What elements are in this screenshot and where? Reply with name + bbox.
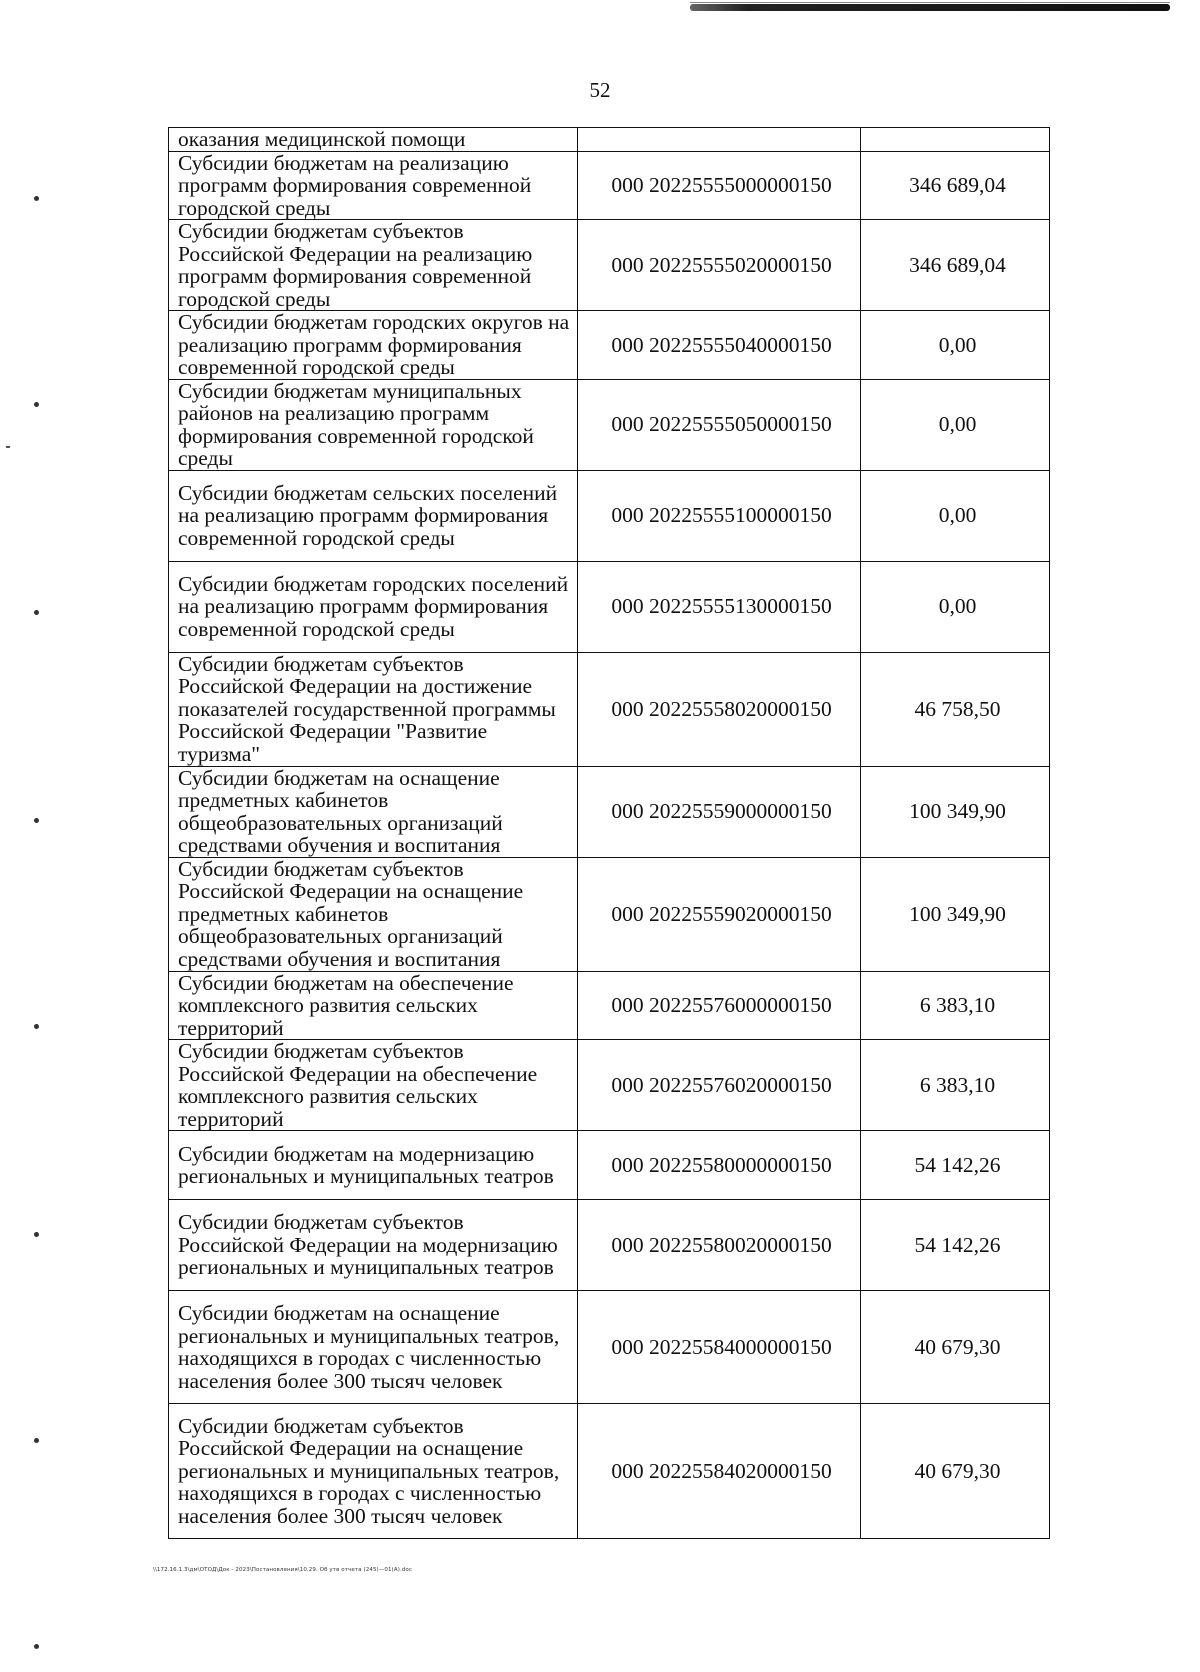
table-row xyxy=(169,1200,1050,1291)
row-name: Субсидии бюджетам городских поселений на реализацию программ формирования современной городской среды xyxy=(169,561,578,652)
row-amount: 0,00 xyxy=(861,311,1050,380)
row-amount xyxy=(861,128,1050,152)
table-row xyxy=(169,561,1050,652)
row-amount: 0,00 xyxy=(861,561,1050,652)
table-row xyxy=(169,128,1050,152)
table-row xyxy=(169,652,1050,766)
row-code: 000 20225559020000150 xyxy=(578,857,861,971)
row-code: 000 20225555050000150 xyxy=(578,379,861,470)
row-amount: 346 689,04 xyxy=(861,151,1050,220)
table-row xyxy=(169,1404,1050,1539)
row-name: Субсидии бюджетам субъектов Российской Федерации на достижение показателей государственной программы Российской Федерации "Развитие туризма" xyxy=(169,652,578,766)
row-code: 000 20225558020000150 xyxy=(578,652,861,766)
page-number: 52 xyxy=(589,78,611,102)
row-name: Субсидии бюджетам на обеспечение комплексного развития сельских территорий xyxy=(169,971,578,1040)
row-amount: 100 349,90 xyxy=(861,857,1050,971)
table-row xyxy=(169,766,1050,857)
row-amount: 40 679,30 xyxy=(861,1291,1050,1404)
scan-dot xyxy=(34,818,39,823)
table-row xyxy=(169,1131,1050,1200)
row-name: Субсидии бюджетам субъектов Российской Федерации на оснащение предметных кабинетов общеобразовательных организаций средствами обучения и воспитания xyxy=(169,857,578,971)
row-name: оказания медицинской помощи xyxy=(169,128,578,152)
row-name: Субсидии бюджетам городских округов на реализацию программ формирования современной городской среды xyxy=(169,311,578,380)
table-row xyxy=(169,220,1050,311)
table-row xyxy=(169,857,1050,971)
row-amount: 6 383,10 xyxy=(861,971,1050,1040)
scan-dot xyxy=(34,1024,39,1029)
scan-dot xyxy=(34,196,39,201)
scan-dot xyxy=(34,1232,39,1237)
row-code: 000 20225555020000150 xyxy=(578,220,861,311)
row-code: 000 20225576000000150 xyxy=(578,971,861,1040)
row-name: Субсидии бюджетам на оснащение предметных кабинетов общеобразовательных организаций средствами обучения и воспитания xyxy=(169,766,578,857)
scan-edge-mark xyxy=(690,4,1170,11)
row-code: 000 20225559000000150 xyxy=(578,766,861,857)
row-amount: 54 142,26 xyxy=(861,1131,1050,1200)
document-file-path: \\172.16.1.3\дм\ОТОД\Док - 2023\Постановления\10.29. Об утв отчета (245)—01(А).doc xyxy=(153,1567,412,1573)
row-amount: 40 679,30 xyxy=(861,1404,1050,1539)
row-name: Субсидии бюджетам субъектов Российской Федерации на реализацию программ формирования современной городской среды xyxy=(169,220,578,311)
table-row xyxy=(169,971,1050,1040)
scan-dot xyxy=(34,610,39,615)
table-row xyxy=(169,311,1050,380)
row-amount: 346 689,04 xyxy=(861,220,1050,311)
row-code xyxy=(578,128,861,152)
row-code: 000 20225555000000150 xyxy=(578,151,861,220)
row-amount: 100 349,90 xyxy=(861,766,1050,857)
table-row xyxy=(169,379,1050,470)
scan-dot xyxy=(34,1438,39,1443)
row-name: Субсидии бюджетам на реализацию программ формирования современной городской среды xyxy=(169,151,578,220)
row-name: Субсидии бюджетам на модернизацию региональных и муниципальных театров xyxy=(169,1131,578,1200)
row-amount: 0,00 xyxy=(861,379,1050,470)
row-name: Субсидии бюджетам субъектов Российской Федерации на оснащение региональных и муниципальных театров, находящихся в городах с численностью населения более 300 тысяч человек xyxy=(169,1404,578,1539)
row-code: 000 20225576020000150 xyxy=(578,1040,861,1131)
row-code: 000 20225555040000150 xyxy=(578,311,861,380)
table-row xyxy=(169,151,1050,220)
row-amount: 46 758,50 xyxy=(861,652,1050,766)
row-name: Субсидии бюджетам сельских поселений на реализацию программ формирования современной городской среды xyxy=(169,470,578,561)
row-amount: 6 383,10 xyxy=(861,1040,1050,1131)
row-code: 000 20225580000000150 xyxy=(578,1131,861,1200)
revenue-table xyxy=(168,127,1050,1539)
row-name: Субсидии бюджетам субъектов Российской Федерации на модернизацию региональных и муниципальных театров xyxy=(169,1200,578,1291)
row-name: Субсидии бюджетам субъектов Российской Федерации на обеспечение комплексного развития сельских территорий xyxy=(169,1040,578,1131)
table-row xyxy=(169,1040,1050,1131)
scan-dot xyxy=(34,402,39,407)
row-code: 000 20225580020000150 xyxy=(578,1200,861,1291)
row-amount: 54 142,26 xyxy=(861,1200,1050,1291)
row-amount: 0,00 xyxy=(861,470,1050,561)
scan-dash xyxy=(6,446,10,448)
row-code: 000 20225584020000150 xyxy=(578,1404,861,1539)
row-code: 000 20225555130000150 xyxy=(578,561,861,652)
table-row xyxy=(169,470,1050,561)
scan-dot xyxy=(34,1644,39,1649)
row-name: Субсидии бюджетам на оснащение региональных и муниципальных театров, находящихся в городах с численностью населения более 300 тысяч человек xyxy=(169,1291,578,1404)
row-name: Субсидии бюджетам муниципальных районов на реализацию программ формирования современной городской среды xyxy=(169,379,578,470)
table-row xyxy=(169,1291,1050,1404)
scan-edge-line xyxy=(690,2,1170,3)
row-code: 000 20225584000000150 xyxy=(578,1291,861,1404)
row-code: 000 20225555100000150 xyxy=(578,470,861,561)
